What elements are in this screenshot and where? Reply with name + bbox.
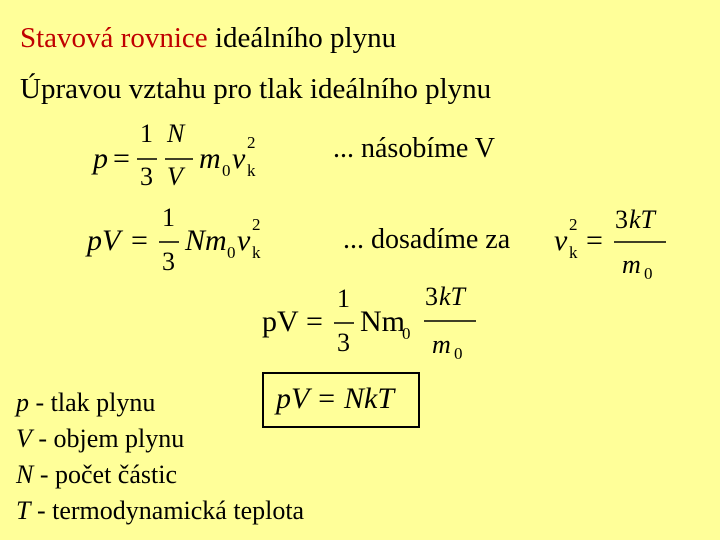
svg-text:m: m bbox=[199, 142, 221, 175]
note-substitute: ... dosadíme za bbox=[343, 224, 511, 255]
svg-text:=: = bbox=[586, 224, 603, 257]
svg-text:m: m bbox=[622, 250, 641, 279]
svg-text:=: = bbox=[113, 142, 130, 175]
svg-text:1: 1 bbox=[337, 284, 350, 313]
legend-text: - tlak plynu bbox=[29, 388, 156, 417]
legend-text: - termodynamická teplota bbox=[30, 496, 305, 525]
svg-text:p: p bbox=[93, 142, 108, 175]
svg-text:0: 0 bbox=[454, 344, 463, 363]
svg-text:v: v bbox=[554, 224, 568, 257]
svg-text:2: 2 bbox=[252, 215, 261, 234]
svg-text:3: 3 bbox=[615, 205, 628, 234]
svg-text:3: 3 bbox=[425, 283, 438, 311]
legend-symbol: V bbox=[16, 424, 32, 453]
title-rest: ideálního plynu bbox=[207, 22, 397, 54]
svg-text:k: k bbox=[252, 243, 261, 262]
legend-text: - počet částic bbox=[33, 460, 177, 489]
svg-text:m: m bbox=[432, 330, 451, 359]
svg-text:N: N bbox=[167, 119, 185, 148]
svg-text:=: = bbox=[131, 224, 148, 257]
legend-item-t bbox=[16, 496, 304, 526]
legend-item-p bbox=[16, 388, 155, 418]
svg-text:2: 2 bbox=[247, 133, 256, 152]
svg-text:pV: pV bbox=[87, 224, 121, 257]
legend-text: - objem plynu bbox=[31, 424, 185, 453]
equation-velocity-squared bbox=[552, 200, 672, 285]
svg-text:V: V bbox=[167, 162, 183, 190]
subtitle: Úpravou vztahu pro tlak ideálního plynu bbox=[20, 73, 492, 105]
svg-text:kT: kT bbox=[629, 205, 655, 234]
svg-text:0: 0 bbox=[644, 264, 653, 283]
equation-pv-expanded bbox=[262, 283, 482, 363]
svg-text:pV: pV bbox=[262, 305, 299, 338]
page-title bbox=[20, 22, 396, 55]
legend-item-n bbox=[16, 460, 177, 490]
equation-pv-substitution bbox=[85, 200, 285, 280]
svg-text:3: 3 bbox=[162, 247, 175, 276]
svg-text:3: 3 bbox=[337, 328, 350, 357]
legend-symbol: N bbox=[16, 460, 34, 489]
result-equation: pV = NkT bbox=[276, 382, 395, 415]
svg-text:kT: kT bbox=[439, 283, 465, 311]
equation-pressure bbox=[85, 110, 285, 190]
svg-text:v: v bbox=[237, 224, 251, 257]
title-highlight: Stavová rovnice bbox=[20, 22, 208, 54]
legend-symbol: T bbox=[16, 496, 31, 525]
legend-item-v bbox=[16, 424, 184, 454]
svg-text:1: 1 bbox=[140, 119, 153, 148]
legend-symbol: p bbox=[16, 388, 29, 417]
svg-text:v: v bbox=[232, 142, 246, 175]
svg-text:=: = bbox=[306, 305, 323, 338]
svg-text:Nm: Nm bbox=[185, 224, 227, 257]
svg-text:k: k bbox=[569, 243, 578, 262]
svg-text:0: 0 bbox=[402, 324, 411, 343]
svg-text:0: 0 bbox=[222, 161, 231, 180]
result-box bbox=[262, 372, 420, 428]
svg-text:3: 3 bbox=[140, 162, 153, 190]
svg-text:1: 1 bbox=[162, 203, 175, 232]
note-multiply: ... násobíme V bbox=[333, 133, 496, 164]
svg-text:2: 2 bbox=[569, 215, 578, 234]
svg-text:Nm: Nm bbox=[360, 305, 405, 338]
svg-text:0: 0 bbox=[227, 243, 236, 262]
svg-text:k: k bbox=[247, 161, 256, 180]
